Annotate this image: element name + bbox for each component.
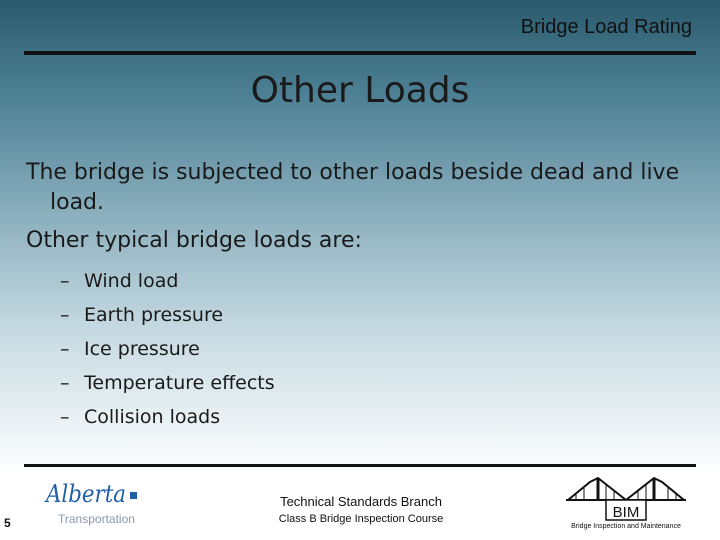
list-item-label: Collision loads (84, 406, 221, 428)
list-item-label: Wind load (84, 270, 179, 292)
dash-marker: – (60, 372, 70, 394)
course-name: Class B Bridge Inspection Course (278, 513, 444, 525)
bim-caption: Bridge Inspection and Maintenance (571, 523, 681, 530)
list-item (60, 264, 696, 298)
slide-title: Other Loads (250, 70, 470, 111)
footer-center (256, 494, 466, 527)
list-item (60, 400, 696, 434)
header-title: Bridge Load Rating (520, 16, 692, 38)
paragraph: Other typical bridge loads are: (26, 228, 362, 253)
list-item (60, 298, 696, 332)
dash-marker: – (60, 304, 70, 326)
list-item (60, 366, 696, 400)
loads-list (26, 264, 696, 434)
dash-marker: – (60, 406, 70, 428)
slide-body (26, 158, 696, 434)
branch-name: Technical Standards Branch (280, 494, 442, 509)
dash-marker: – (60, 338, 70, 360)
page-number: 5 (4, 516, 11, 530)
list-item-label: Earth pressure (84, 304, 224, 326)
list-item-label: Ice pressure (84, 338, 200, 360)
logo-wordmark: Alberta (44, 480, 126, 508)
logo-subtext: Transportation (58, 512, 135, 526)
list-item-label: Temperature effects (84, 372, 275, 394)
logo-square (130, 492, 137, 499)
dash-marker: – (60, 270, 70, 292)
header-rule (24, 51, 696, 55)
alberta-transportation-logo (44, 476, 144, 528)
bim-label: BIM (612, 504, 640, 521)
list-item (60, 332, 696, 366)
footer-rule (24, 464, 696, 467)
paragraph: The bridge is subjected to other loads beside dead and live load. (26, 160, 680, 215)
